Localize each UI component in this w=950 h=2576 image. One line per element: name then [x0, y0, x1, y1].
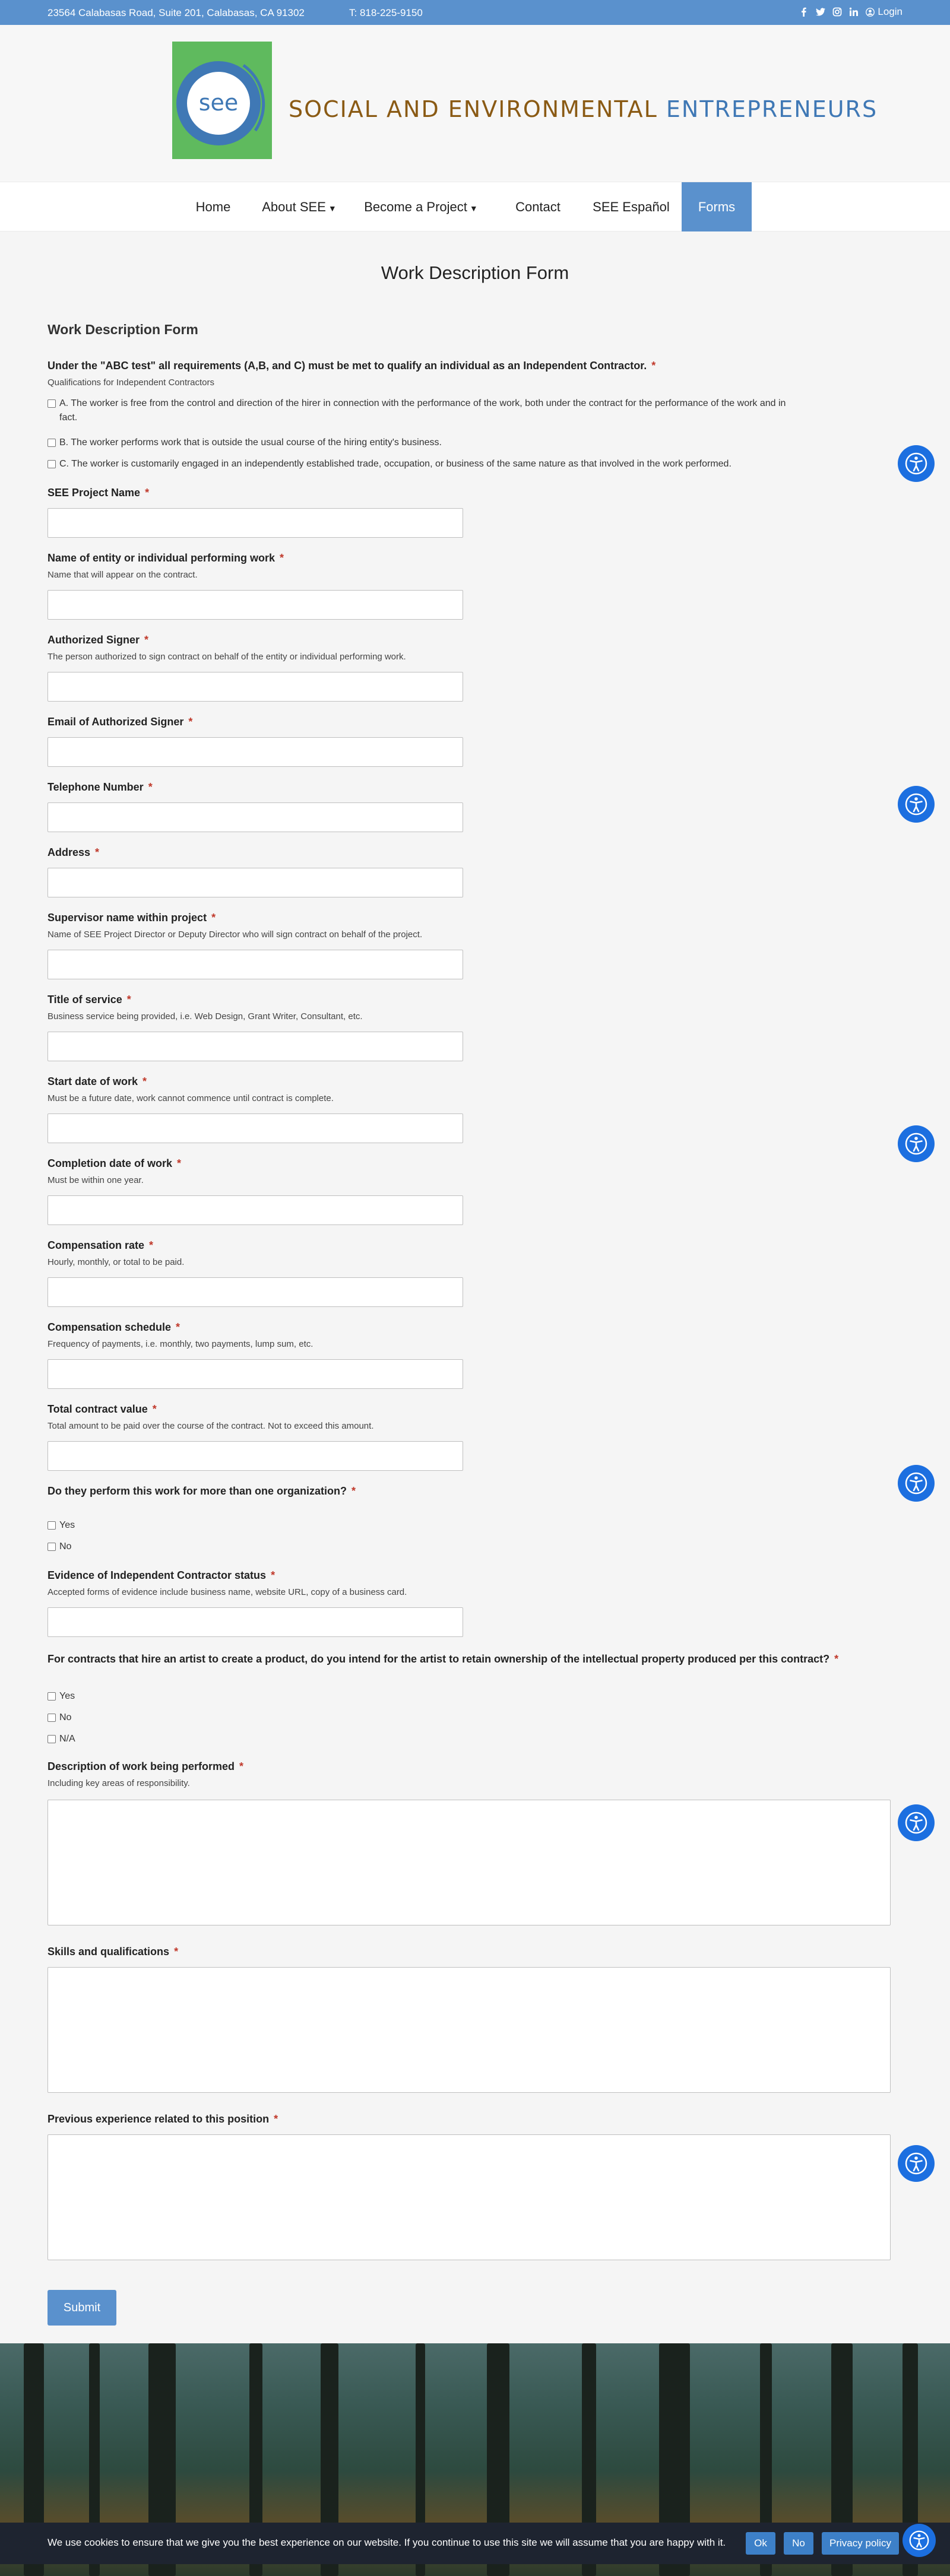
- address-input[interactable]: [48, 868, 463, 897]
- supervisor-label: Supervisor name within project *: [48, 912, 216, 924]
- accessibility-icon: [904, 1471, 928, 1495]
- nav-contact[interactable]: Contact: [515, 199, 560, 214]
- completion-date-label: Completion date of work *: [48, 1157, 182, 1169]
- evidence-label: Evidence of Independent Contractor status *: [48, 1569, 276, 1581]
- entity-name-input[interactable]: [48, 590, 463, 620]
- top-bar: [0, 0, 950, 25]
- checkbox[interactable]: [48, 1735, 56, 1743]
- caret-down-icon: ▼: [328, 204, 337, 213]
- checkbox[interactable]: [48, 1714, 56, 1722]
- checkbox[interactable]: [48, 1692, 56, 1701]
- accessibility-button[interactable]: [898, 445, 935, 482]
- multi-org-option-yes[interactable]: Yes: [48, 1518, 796, 1533]
- ip-option-yes[interactable]: Yes: [48, 1689, 796, 1703]
- entity-name-label: Name of entity or individual performing work *: [48, 552, 284, 564]
- completion-date-desc: Must be within one year.: [48, 1175, 144, 1185]
- see-logo[interactable]: [172, 42, 272, 159]
- accessibility-icon: [904, 1132, 928, 1156]
- abc-test-label: Under the "ABC test" all requirements (A,B, and C) must be met to qualify an individual as an Independent Contractor. *: [48, 360, 656, 372]
- checkbox[interactable]: [48, 460, 56, 468]
- entity-name-desc: Name that will appear on the contract.: [48, 570, 198, 580]
- comp-rate-label: Compensation rate *: [48, 1239, 154, 1251]
- page-title: Work Description Form: [381, 262, 569, 283]
- nav-see-espanol[interactable]: SEE Español: [593, 199, 670, 214]
- cookie-message: We use cookies to ensure that we give you the best experience on our website. If you continue to use this site we will assume that you are happy with it.: [48, 2537, 726, 2548]
- abc-test-desc: Qualifications for Independent Contractors: [48, 377, 214, 388]
- contact-phone[interactable]: T: 818-225-9150: [349, 7, 423, 18]
- cookie-no-button[interactable]: No: [784, 2532, 813, 2555]
- signer-email-label: Email of Authorized Signer *: [48, 716, 193, 728]
- checkbox[interactable]: [48, 439, 56, 447]
- site-header: [0, 25, 950, 182]
- user-icon: [866, 8, 875, 17]
- contract-value-desc: Total amount to be paid over the course of the contract. Not to exceed this amount.: [48, 1421, 374, 1431]
- signer-input[interactable]: [48, 672, 463, 702]
- comp-schedule-input[interactable]: [48, 1359, 463, 1389]
- form-title: Work Description Form: [48, 322, 198, 337]
- evidence-desc: Accepted forms of evidence include business name, website URL, copy of a business card.: [48, 1587, 407, 1597]
- contract-value-input[interactable]: [48, 1441, 463, 1471]
- service-title-input[interactable]: [48, 1032, 463, 1061]
- comp-rate-desc: Hourly, monthly, or total to be paid.: [48, 1257, 185, 1267]
- accessibility-button[interactable]: [898, 1465, 935, 1502]
- nav-home[interactable]: Home: [195, 199, 231, 214]
- caret-down-icon: ▼: [469, 204, 478, 213]
- work-desc-textarea[interactable]: [48, 1800, 891, 1925]
- service-title-desc: Business service being provided, i.e. Web Design, Grant Writer, Consultant, etc.: [48, 1011, 363, 1021]
- brand-name: [289, 96, 878, 122]
- comp-rate-input[interactable]: [48, 1277, 463, 1307]
- accessibility-icon: [904, 2152, 928, 2175]
- instagram-icon[interactable]: [832, 7, 842, 17]
- login-label: Login: [878, 6, 902, 17]
- accessibility-icon: [904, 792, 928, 816]
- social-links: [799, 6, 902, 18]
- accessibility-button[interactable]: [898, 1125, 935, 1162]
- skills-textarea[interactable]: [48, 1967, 891, 2093]
- brand-part-2: ENTREPRENEURS: [666, 96, 878, 122]
- linkedin-icon[interactable]: [849, 7, 859, 17]
- service-title-label: Title of service *: [48, 994, 131, 1005]
- comp-schedule-desc: Frequency of payments, i.e. monthly, two payments, lump sum, etc.: [48, 1339, 314, 1349]
- signer-email-input[interactable]: [48, 737, 463, 767]
- accessibility-button[interactable]: [902, 2524, 936, 2557]
- contact-address: 23564 Calabasas Road, Suite 201, Calabasas, CA 91302: [48, 7, 305, 18]
- start-date-desc: Must be a future date, work cannot commence until contract is complete.: [48, 1093, 334, 1103]
- accessibility-button[interactable]: [898, 2145, 935, 2182]
- accessibility-button[interactable]: [898, 1804, 935, 1841]
- nav-about-see[interactable]: About SEE ▼: [262, 199, 337, 214]
- form-page: [0, 231, 950, 2343]
- multi-org-label: Do they perform this work for more than one organization? *: [48, 1485, 356, 1497]
- checkbox[interactable]: [48, 1521, 56, 1530]
- evidence-input[interactable]: [48, 1607, 463, 1637]
- cookie-banner: [0, 2523, 950, 2564]
- nav-become-a-project[interactable]: Become a Project ▼: [364, 199, 478, 214]
- facebook-icon[interactable]: [799, 7, 809, 17]
- completion-date-input[interactable]: [48, 1195, 463, 1225]
- telephone-input[interactable]: [48, 802, 463, 832]
- login-link[interactable]: [866, 6, 902, 18]
- abc-option-b[interactable]: B. The worker performs work that is outside the usual course of the hiring entity's business.: [48, 436, 796, 450]
- cookie-ok-button[interactable]: Ok: [746, 2532, 775, 2555]
- project-name-input[interactable]: [48, 508, 463, 538]
- svg-text:see: see: [198, 90, 239, 116]
- project-name-label: SEE Project Name *: [48, 487, 150, 499]
- abc-option-a[interactable]: A. The worker is free from the control and direction of the hirer in connection with the performance of the work, both under the contract for the performance of the work and in fact.: [48, 396, 796, 425]
- twitter-icon[interactable]: [816, 7, 825, 17]
- cookie-privacy-button[interactable]: Privacy policy: [822, 2532, 899, 2555]
- start-date-input[interactable]: [48, 1113, 463, 1143]
- accessibility-icon: [908, 2530, 930, 2551]
- work-desc-desc: Including key areas of responsibility.: [48, 1778, 190, 1788]
- abc-option-c[interactable]: C. The worker is customarily engaged in an independently established trade, occupation, or business of the same nature as that involved in the work performed.: [48, 457, 796, 471]
- signer-label: Authorized Signer *: [48, 634, 149, 646]
- nav-forms[interactable]: Forms: [682, 182, 752, 232]
- accessibility-button[interactable]: [898, 786, 935, 823]
- checkbox[interactable]: [48, 399, 56, 408]
- checkbox[interactable]: [48, 1543, 56, 1551]
- signer-desc: The person authorized to sign contract on behalf of the entity or individual performing work.: [48, 652, 406, 662]
- skills-label: Skills and qualifications *: [48, 1946, 179, 1958]
- brand-part-1: SOCIAL AND ENVIRONMENTAL: [289, 96, 658, 122]
- experience-label: Previous experience related to this position *: [48, 2113, 278, 2125]
- main-nav: [0, 182, 950, 231]
- comp-schedule-label: Compensation schedule *: [48, 1321, 180, 1333]
- supervisor-desc: Name of SEE Project Director or Deputy Director who will sign contract on behalf of the project.: [48, 929, 423, 940]
- submit-button[interactable]: Submit: [48, 2290, 116, 2326]
- supervisor-input[interactable]: [48, 950, 463, 979]
- accessibility-icon: [904, 452, 928, 475]
- telephone-label: Telephone Number *: [48, 781, 153, 793]
- accessibility-icon: [904, 1811, 928, 1835]
- experience-textarea[interactable]: [48, 2134, 891, 2260]
- address-label: Address *: [48, 846, 100, 858]
- ip-option-na[interactable]: N/A: [48, 1732, 796, 1746]
- ip-ownership-label: For contracts that hire an artist to create a product, do you intend for the artist to retain ownership of the intellectual property produced per this contract? *: [48, 1653, 839, 1665]
- start-date-label: Start date of work *: [48, 1076, 147, 1087]
- contract-value-label: Total contract value *: [48, 1403, 157, 1415]
- ip-option-no[interactable]: No: [48, 1711, 796, 1725]
- work-desc-label: Description of work being performed *: [48, 1760, 244, 1772]
- multi-org-option-no[interactable]: No: [48, 1540, 796, 1554]
